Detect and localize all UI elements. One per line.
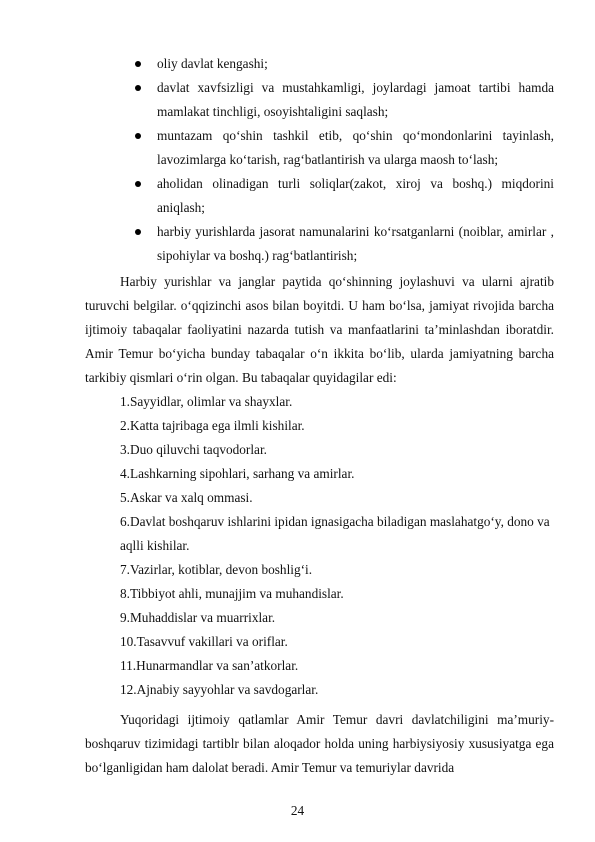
bullet-dot-icon <box>135 229 141 235</box>
list-item: 1.Sayyidlar, olimlar va shayxlar. <box>120 394 293 409</box>
list-item: 4.Lashkarning sipohlari, sarhang va amirlar. <box>120 466 355 481</box>
bullet-dot-icon <box>135 85 141 91</box>
list-item: 7.Vazirlar, kotiblar, devon boshlig‘i. <box>120 562 313 577</box>
list-item: 9.Muhaddislar va muarrixlar. <box>120 610 276 625</box>
list-item: 12.Ajnabiy sayyohlar va savdogarlar. <box>120 682 319 697</box>
bullet-text: aholidan olinadigan turli soliqlar(zakot, xiroj va boshq.) miqdorini aniqlash; <box>157 176 554 215</box>
bullet-item <box>0 172 554 220</box>
bullet-item <box>0 52 554 76</box>
bullet-dot-icon <box>135 133 141 139</box>
duties-bullet-list <box>0 52 595 268</box>
page-number: 24 <box>290 803 305 818</box>
paragraph-conclusion: Yuqoridagi ijtimoiy qatlamlar Amir Temur davri davlatchiligini ma’muriy-boshqaruv tizimidagi tartiblr bilan aloqador holda uning harbiysiyosiy xususiyatga ega bo‘lganligidan ham dalolat beradi. Amir Temur va temuriylar davrida <box>85 712 554 775</box>
bullet-dot-icon <box>135 181 141 187</box>
bullet-item <box>0 124 554 172</box>
list-item: 10.Tasavvuf vakillari va oriflar. <box>120 634 288 649</box>
list-item: 3.Duo qiluvchi taqvodorlar. <box>120 442 267 457</box>
bullet-dot-icon <box>135 61 141 67</box>
list-item: 6.Davlat boshqaruv ishlarini ipidan ignasigacha biladigan maslahatgo‘y, dono va aqlli kishilar. <box>120 514 550 553</box>
list-item: 2.Katta tajribaga ega ilmli kishilar. <box>120 418 305 433</box>
social-classes-list <box>120 390 554 702</box>
bullet-item <box>0 220 554 268</box>
list-item: 11.Hunarmandlar va san’atkorlar. <box>120 658 299 673</box>
list-item: 8.Tibbiyot ahli, munajjim va muhandislar. <box>120 586 344 601</box>
bullet-text: davlat xavfsizligi va mustahkamligi, joylardagi jamoat tartibi hamda mamlakat tinchligi, osoyishtaligini saqlash; <box>157 80 554 119</box>
bullet-text: oliy davlat kengashi; <box>157 56 268 71</box>
paragraph-social-classes-intro: Harbiy yurishlar va janglar paytida qo‘shinning joylashuvi va ularni ajratib turuvchi belgilar. o‘qqizinchi asos bilan boyitdi. U ham bo‘lsa, jamiyat rivojida barcha ijtimoiy tabaqalar faoliyatini nazarda tutish va manfaatlarini ta’minlashdan iboratdir. Amir Temur bo‘yicha bunday tabaqalar o‘n ikkita bo‘lib, ularda jamiyatning barcha tarkibiy qismlari o‘rin olgan. Bu tabaqalar quyidagilar edi: <box>85 274 554 385</box>
bullet-text: harbiy yurishlarda jasorat namunalarini ko‘rsatganlarni (noiblar, amirlar , sipohiylar va boshq.) rag‘batlantirish; <box>157 224 554 263</box>
bullet-text: muntazam qo‘shin tashkil etib, qo‘shin qo‘mondonlarini tayinlash, lavozimlarga ko‘tarish, rag‘batlantirish va ularga maosh to‘lash; <box>157 128 554 167</box>
bullet-item <box>0 76 554 124</box>
list-item: 5.Askar va xalq ommasi. <box>120 490 253 505</box>
